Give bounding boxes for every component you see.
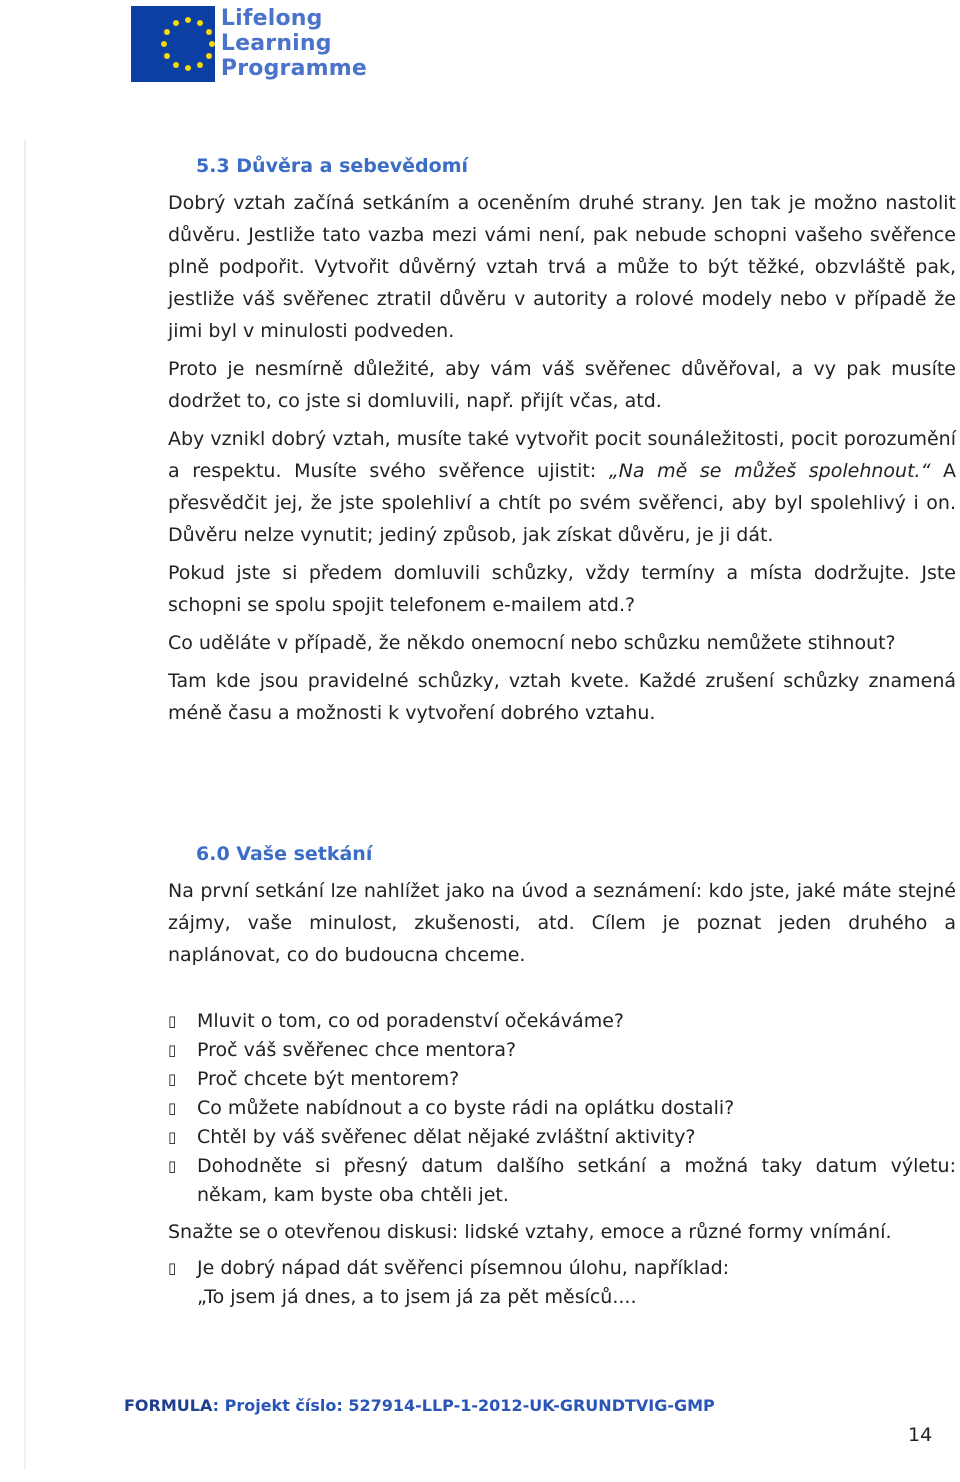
list-item: [168, 1036, 956, 1065]
paragraph: Dobrý vztah začíná setkáním a oceněním druhé strany. Jen tak je možno nastolit důvěru. Jestliže tato vazba mezi vámi není, pak nebude schopni vašeho svěřence plně podpořit. Vytvořit důvěrný vztah trvá a může to být těžké, obzvláště pak, jestliže váš svěřenec ztratil důvěru v autority a rolové modely nebo v případě že jimi byl v minulosti podveden.: [168, 192, 956, 342]
list-item: [168, 1065, 956, 1094]
bullet-marker: ▯: [168, 1259, 177, 1277]
list-item-text: Dohodněte si přesný datum dalšího setkání a možná taky datum výletu: někam, kam byste oba chtěli jet.: [197, 1155, 956, 1206]
paragraph: [168, 423, 956, 551]
list-item: [168, 1254, 956, 1312]
margin-rule: [24, 140, 26, 1470]
list-item: [168, 1152, 956, 1210]
list-item-text: Je dobrý nápad dát svěřenci písemnou úlohu, například: „To jsem já dnes, a to jsem já za pět měsíců....: [197, 1257, 730, 1308]
logo-line: Learning: [220, 31, 332, 56]
section-body: [168, 875, 956, 1312]
bullet-marker: ▯: [168, 1128, 177, 1146]
page-number: 14: [908, 1424, 933, 1446]
logo-line: Programme: [220, 56, 367, 81]
paragraph-text: Aby vznikl dobrý vztah, musíte také vytvořit pocit sounáležitosti, pocit porozumění a respektu. Musíte svého svěřence ujistit:: [168, 428, 956, 482]
paragraph: Snažte se o otevřenou diskusi: lidské vztahy, emoce a různé formy vnímání.: [168, 1221, 892, 1243]
logo-line: Lifelong: [220, 6, 323, 31]
bullet-marker: ▯: [168, 1041, 177, 1059]
paragraph: Tam kde jsou pravidelné schůzky, vztah kvete. Každé zrušení schůzky znamená méně času a možnosti k vytvoření dobrého vztahu.: [168, 670, 956, 724]
list-item-text: Co můžete nabídnout a co byste rádi na oplátku dostali?: [197, 1097, 735, 1119]
list-item-text: Proč váš svěřenec chce mentora?: [197, 1039, 517, 1061]
bullet-marker: ▯: [168, 1099, 177, 1117]
paragraph: Proto je nesmírně důležité, aby vám váš svěřenec důvěřoval, a vy pak musíte dodržet to, co jste si domluvili, např. přijít včas, atd.: [168, 358, 956, 412]
list-item-text: Mluvit o tom, co od poradenství očekáváme?: [197, 1010, 624, 1032]
bullet-list: [168, 1007, 956, 1210]
bullet-marker: ▯: [168, 1070, 177, 1088]
footer-text: : Projekt číslo: 527914-LLP-1-2012-UK-GRUNDTVIG-GMP: [212, 1396, 715, 1415]
footer: [124, 1396, 715, 1415]
bullet-marker: ▯: [168, 1012, 177, 1030]
list-item: [168, 1094, 956, 1123]
paragraph: Pokud jste si předem domluvili schůzky, vždy termíny a místa dodržujte. Jste schopni se spolu spojit telefonem e-mailem atd.?: [168, 562, 956, 616]
section-heading: 6.0 Vaše setkání: [196, 843, 373, 865]
bullet-marker: ▯: [168, 1157, 177, 1175]
paragraph-text: A přesvědčit jej, že jste spolehliví a chtít po svém svěřenci, aby byl spolehlivý i on. Důvěru nelze vynutit; jediný způsob, jak získat důvěru, je ji dát.: [168, 460, 957, 546]
list-item-text: Chtěl by váš svěřenec dělat nějaké zvláštní aktivity?: [197, 1126, 696, 1148]
section-heading: 5.3 Důvěra a sebevědomí: [196, 155, 469, 177]
list-item-text: Proč chcete být mentorem?: [197, 1068, 460, 1090]
list-item: [168, 1007, 956, 1036]
paragraph: Co uděláte v případě, že někdo onemocní nebo schůzku nemůžete stihnout?: [168, 632, 896, 654]
paragraph: Na první setkání lze nahlížet jako na úvod a seznámení: kdo jste, jaké máte stejné zájmy, vaše minulost, zkušenosti, atd. Cílem je poznat jeden druhého a naplánovat, co do budoucna chceme.: [168, 880, 956, 966]
quote: „Na mě se můžeš spolehnout.“: [608, 460, 931, 482]
footer-label: FORMULA: [124, 1396, 213, 1415]
lifelong-learning-logo: [131, 6, 367, 82]
eu-flag-icon: [131, 6, 215, 82]
section-body: [168, 187, 956, 729]
list-item: [168, 1123, 956, 1152]
